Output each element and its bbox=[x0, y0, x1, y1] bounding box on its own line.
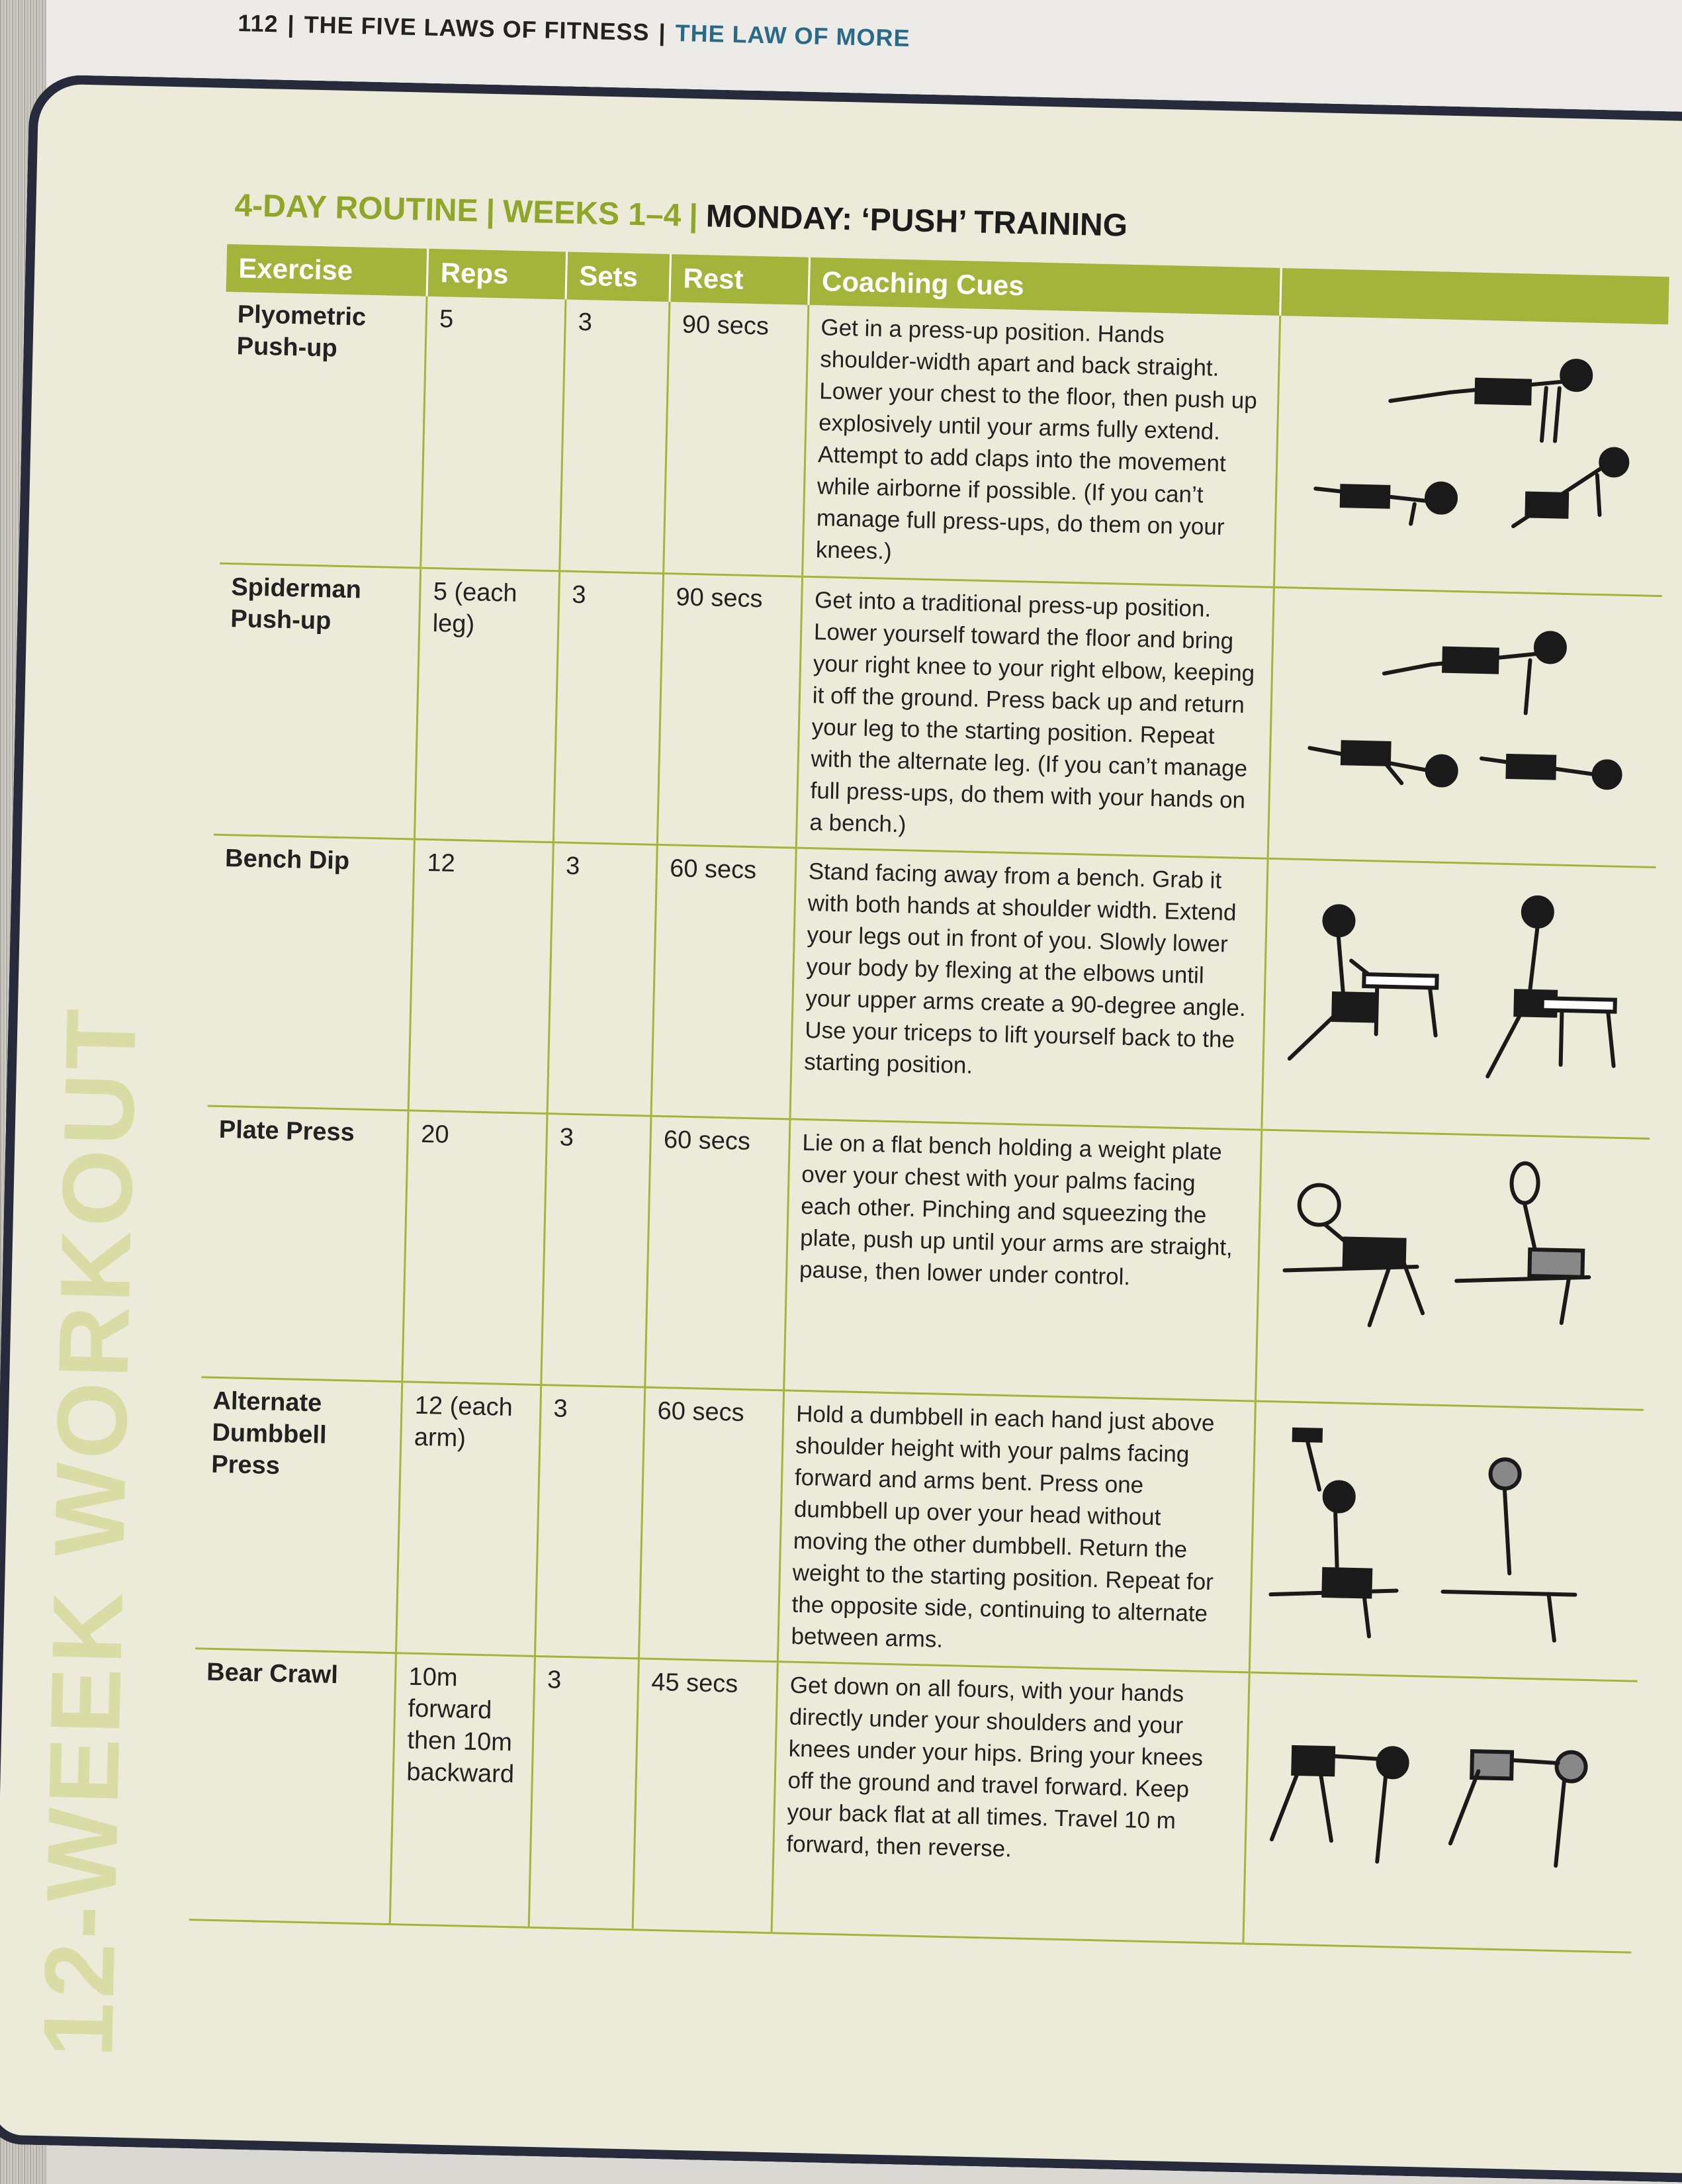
sets-value: 3 bbox=[541, 1113, 651, 1387]
exercise-name: Bear Crawl bbox=[189, 1648, 396, 1924]
column-header-rest: Rest bbox=[670, 254, 809, 305]
exercise-illustration-cell bbox=[1274, 316, 1668, 596]
title-bar-2: | bbox=[688, 198, 699, 234]
sets-value: 3 bbox=[560, 299, 670, 572]
coaching-cues: Get in a press-up position. Hands shoulder-width apart and back straight. Lower your chest to the floor, then push up explosively until your arms fully extend. Attempt to add claps into the movement while airborne if possible. (If you can’t manage full press-ups, do them on your knees.) bbox=[802, 305, 1280, 587]
routine-title-part1: 4-DAY ROUTINE bbox=[234, 188, 479, 229]
reps-value: 5 (each leg) bbox=[415, 568, 560, 842]
table-row bbox=[214, 563, 1662, 867]
reps-value: 12 (each arm) bbox=[396, 1381, 541, 1656]
exercise-illustration-cell bbox=[1249, 1401, 1644, 1681]
spiderman-push-up-illustration bbox=[1281, 608, 1630, 835]
reps-value: 10m forward then 10m backward bbox=[390, 1653, 535, 1927]
exercise-name: Plyometric Push-up bbox=[220, 292, 427, 568]
routine-title-part2: WEEKS 1–4 bbox=[502, 194, 682, 234]
exercise-name: Plate Press bbox=[201, 1105, 408, 1381]
column-header-sets: Sets bbox=[566, 251, 671, 302]
column-header-illustration bbox=[1280, 268, 1669, 324]
rest-value: 90 secs bbox=[658, 573, 803, 848]
column-header-exercise: Exercise bbox=[226, 244, 428, 296]
table-row bbox=[189, 1648, 1638, 1952]
coaching-cues: Lie on a flat bench holding a weight plate over your chest with your palms facing each other. Pinching and squeezing the plate, push up until your arms are straight, pause, then lower under control. bbox=[784, 1118, 1262, 1400]
rest-value: 90 secs bbox=[664, 302, 809, 576]
content-panel bbox=[0, 74, 1682, 2183]
rest-value: 45 secs bbox=[633, 1659, 777, 1933]
reps-value: 5 bbox=[421, 296, 566, 571]
rest-value: 60 secs bbox=[645, 1116, 790, 1390]
coaching-cues: Get down on all fours, with your hands directly under your shoulders and your knees under your hips. Bring your knees off the ground and travel forward. Keep your back flat at all times. Travel 10 m forward, then reverse. bbox=[772, 1661, 1249, 1943]
exercise-illustration-cell bbox=[1268, 587, 1662, 867]
book-title: THE FIVE LAWS OF FITNESS bbox=[304, 11, 650, 46]
sets-value: 3 bbox=[535, 1385, 645, 1658]
side-label: 12-WEEK WORKOUT bbox=[22, 1003, 157, 2059]
rest-value: 60 secs bbox=[639, 1387, 784, 1662]
table-row bbox=[201, 1105, 1650, 1409]
coaching-cues: Get into a traditional press-up position. Lower yourself toward the floor and bring your right knee to your right elbow, keeping it off the ground. Press back up and return your leg to the starting position. Repeat with the alternate leg. (If you can’t manage full press-ups, do them with your hands on a bench.) bbox=[796, 576, 1274, 858]
sets-value: 3 bbox=[553, 570, 663, 844]
exercise-illustration-cell bbox=[1261, 858, 1656, 1138]
plate-press-illustration bbox=[1269, 1151, 1618, 1377]
exercise-name: Spiderman Push-up bbox=[214, 563, 421, 839]
header-separator-2: | bbox=[658, 19, 667, 46]
exercise-name: Alternate Dumbbell Press bbox=[195, 1377, 402, 1653]
exercise-illustration-cell bbox=[1243, 1672, 1637, 1952]
table-row bbox=[208, 835, 1656, 1138]
workout-table bbox=[189, 244, 1669, 1953]
header-separator: | bbox=[287, 10, 296, 38]
coaching-cues: Stand facing away from a bench. Grab it with both hands at shoulder width. Extend your legs out in front of you. Slowly lower your body by flexing at the elbows until your upper arms create a 90-degree angle. Use your triceps to lift yourself back to the starting position. bbox=[790, 848, 1268, 1130]
reps-value: 20 bbox=[402, 1110, 547, 1385]
bench-dip-illustration bbox=[1275, 880, 1624, 1106]
push-up-illustration bbox=[1288, 336, 1636, 562]
table-row bbox=[195, 1377, 1644, 1680]
title-bar: | bbox=[485, 193, 496, 229]
section-title: THE LAW OF MORE bbox=[675, 19, 910, 52]
exercise-name: Bench Dip bbox=[208, 835, 415, 1111]
exercise-illustration-cell bbox=[1255, 1130, 1650, 1410]
dumbbell-press-illustration bbox=[1262, 1422, 1611, 1648]
page-number: 112 bbox=[238, 9, 279, 38]
rest-value: 60 secs bbox=[651, 844, 796, 1119]
reps-value: 12 bbox=[409, 839, 554, 1113]
sets-value: 3 bbox=[529, 1656, 639, 1929]
routine-title-part3: MONDAY: ‘PUSH’ TRAINING bbox=[705, 199, 1128, 244]
column-header-coaching-cues: Coaching Cues bbox=[809, 257, 1281, 316]
routine-title bbox=[234, 187, 1128, 244]
bear-crawl-illustration bbox=[1257, 1693, 1605, 1919]
sets-value: 3 bbox=[547, 842, 657, 1115]
coaching-cues: Hold a dumbbell in each hand just above shoulder height with your palms facing forward and arms bent. Press one dumbbell up over your head without moving the other dumbbell. Return the weight to the starting position. Repeat for the opposite side, continuing to alternate between arms. bbox=[777, 1390, 1255, 1672]
column-header-reps: Reps bbox=[427, 249, 566, 300]
table-row bbox=[220, 292, 1668, 596]
